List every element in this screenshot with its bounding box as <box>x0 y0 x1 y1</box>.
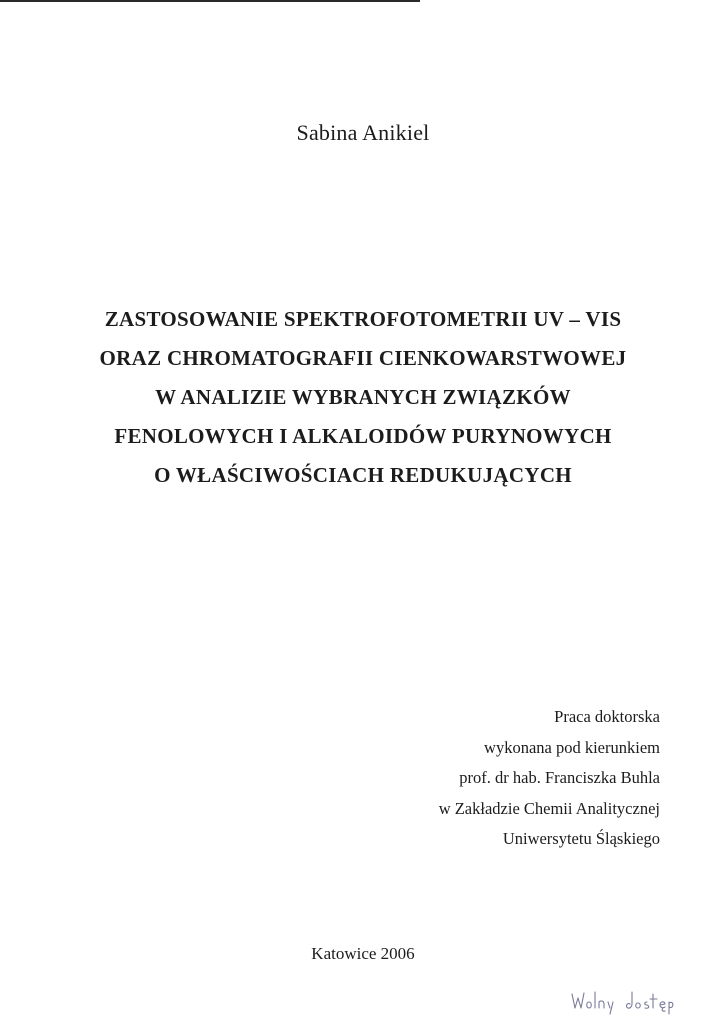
scan-edge-line <box>0 0 420 2</box>
title-line: FENOLOWYCH I ALKALOIDÓW PURYNOWYCH <box>114 424 612 448</box>
author-name: Sabina Anikiel <box>296 120 430 145</box>
thesis-info-line: wykonana pod kierunkiem <box>484 737 660 757</box>
thesis-info-line: Uniwersytetu Śląskiego <box>502 829 660 848</box>
thesis-info <box>360 702 660 855</box>
title-line: W ANALIZIE WYBRANYCH ZWIĄZKÓW <box>155 385 571 409</box>
handwritten-note <box>568 986 688 1016</box>
thesis-title <box>40 300 686 495</box>
thesis-info-line: Praca doktorska <box>554 707 660 726</box>
title-line: ORAZ CHROMATOGRAFII CIENKOWARSTWOWEJ <box>99 346 627 370</box>
place-and-year: Katowice 2006 <box>311 944 415 963</box>
title-line: ZASTOSOWANIE SPEKTROFOTOMETRII UV – VIS <box>104 307 622 331</box>
thesis-info-line: w Zakładzie Chemii Analitycznej <box>438 798 660 818</box>
thesis-info-line: prof. dr hab. Franciszka Buhla <box>459 768 660 787</box>
title-line: O WŁAŚCIWOŚCIACH REDUKUJĄCYCH <box>154 463 572 487</box>
